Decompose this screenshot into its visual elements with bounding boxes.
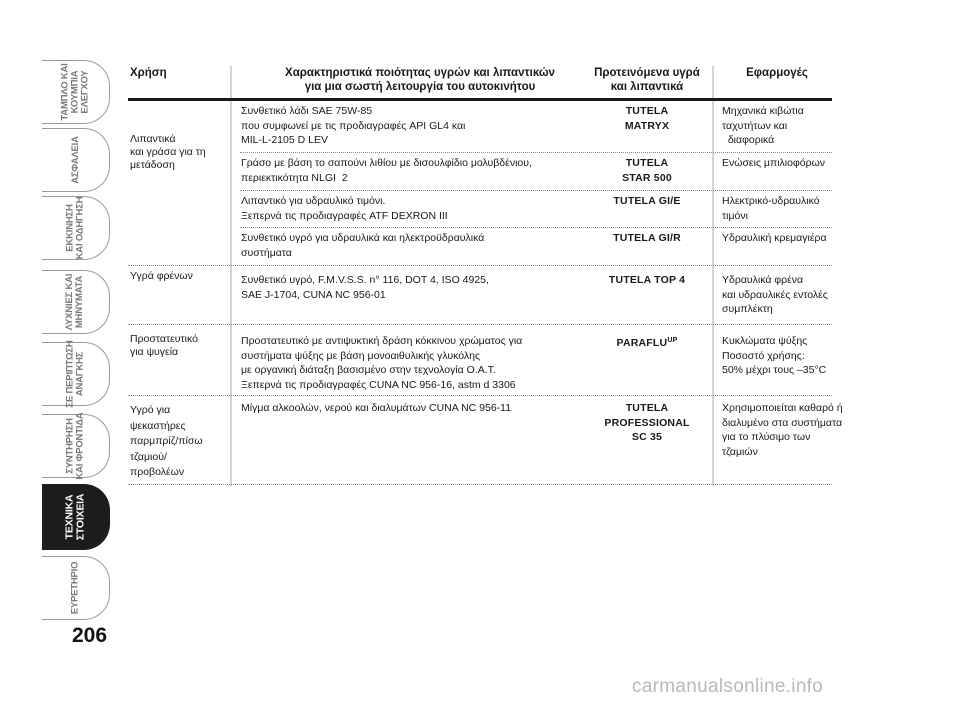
- header-characteristics-line1: Χαρακτηριστικά ποιότητας υγρών και λιπαντικών: [285, 67, 555, 79]
- group-divider: [128, 324, 832, 325]
- group-divider: [128, 265, 832, 266]
- tab-starting-driving[interactable]: [42, 196, 110, 260]
- row-product: TUTELA GI/R: [613, 232, 681, 244]
- row-product: TUTELA MATRYX: [624, 105, 670, 132]
- header-products: [572, 66, 722, 94]
- row-product: TUTELA STAR 500: [622, 157, 672, 184]
- tab-index[interactable]: [42, 556, 110, 620]
- row-product: TUTELA PROFESSIONAL SC 35: [604, 402, 690, 443]
- row-divider: [240, 190, 832, 191]
- row-product: TUTELA GI/E: [613, 195, 681, 207]
- tab-label: ΑΣΦΑΛΕΙΑ: [69, 136, 81, 184]
- tab-technical-data[interactable]: [42, 484, 110, 550]
- header-applications: Εφαρμογές: [746, 67, 808, 79]
- row-application: Χρησιμοποιείται καθαρό ή διαλυμένο στα συστήματα για το πλύσιμο των τζαμιών: [722, 402, 843, 458]
- row-characteristics: Συνθετικό λάδι SAE 75W-85 που συμφωνεί με τις προδιαγραφές API GL4 και MIL-L-2105 D LEV: [241, 105, 466, 146]
- fluids-table: [128, 66, 843, 478]
- row-application: Κυκλώματα ψύξης Ποσοστό χρήσης: 50% μέχρι τους –35°C: [722, 335, 827, 376]
- group-brake-fluid: Υγρά φρένων: [130, 270, 193, 282]
- row-characteristics: Συνθετικό υγρό για υδραυλικά και ηλεκτροϋδραυλικά συστήματα: [241, 232, 485, 259]
- row-divider: [240, 227, 832, 228]
- row-characteristics: Συνθετικό υγρό, F.M.V.S.S. n° 116, DOT 4, ISO 4925, SAE J-1704, CUNA NC 956-01: [241, 274, 489, 301]
- tab-label: ΛΥΧΝΙΕΣ ΚΑΙ ΜΗΝΥΜΑΤΑ: [64, 273, 86, 331]
- header-rule: [128, 98, 832, 101]
- watermark: carmanualsonline.info: [632, 676, 824, 697]
- group-transmission: Λιπαντικά και γράσα για τη μετάδοση: [130, 133, 206, 171]
- row-application: Μηχανικά κιβώτια ταχυτήτων και διαφορικά: [722, 105, 804, 146]
- row-characteristics: Προστατευτικό με αντιψυκτική δράση κόκκινου χρώματος για συστήματα ψύξης με βάση μονοαιθυλικής γλυκόλης με οργανική διάταξη βασισμένο στην τεχνολογία O.A.T. Ξεπερνά τις προδιαγραφές CUNA NC 956-16, astm d 3306: [241, 335, 523, 391]
- table-bottom-rule: [128, 484, 832, 485]
- header-characteristics-line2: για μια σωστή λειτουργία του αυτοκινήτου: [304, 81, 536, 93]
- tab-safety[interactable]: [42, 128, 110, 192]
- row-characteristics: Μίγμα αλκοολών, νερού και διαλυμάτων CUNA NC 956-11: [241, 402, 512, 414]
- tab-maintenance[interactable]: [42, 414, 110, 478]
- tab-label: ΣΕ ΠΕΡΙΠΤΩΣΗ ΑΝΑΓΚΗΣ: [64, 340, 86, 408]
- row-divider: [240, 152, 832, 153]
- header-use: Χρήση: [130, 67, 167, 79]
- tab-controls[interactable]: [42, 60, 110, 124]
- group-divider: [128, 395, 832, 396]
- page-number: 206: [72, 624, 108, 647]
- tab-label: ΤΑΜΠΛΟ ΚΑΙ ΚΟΥΜΠΙΑ ΕΛΕΓΧΟΥ: [59, 63, 91, 121]
- row-application: Υδραυλική κρεμαγιέρα: [722, 232, 827, 244]
- product-superscript: UP: [667, 337, 678, 344]
- tab-label: ΤΕΧΝΙΚΑ ΣΤΟΙΧΕΙΑ: [63, 493, 87, 541]
- tab-label: ΕΚΚΙΝΗΣΗ ΚΑΙ ΟΔΗΓΗΣΗ: [64, 196, 86, 260]
- group-washer-fluid: Υγρό για ψεκαστήρες παρμπρίζ/πίσω τζαμιού/ προβολέων: [130, 404, 203, 478]
- column-separator: [712, 66, 714, 486]
- header-characteristics: [240, 66, 600, 94]
- row-characteristics: Γράσο με βάση το σαπούνι λιθίου με δισουλφίδιο μολυβδένιου, περιεκτικότητα NLGI 2: [241, 157, 532, 184]
- row-product: [584, 334, 710, 351]
- table-header: [128, 66, 832, 98]
- tab-label: ΕΥΡΕΤΗΡΙΟ: [69, 561, 81, 615]
- row-characteristics: Λιπαντικό για υδραυλικό τιμόνι. Ξεπερνά τις προδιαγραφές ATF DEXRON III: [241, 195, 448, 222]
- row-application: Υδραυλικά φρένα και υδραυλικές εντολές συμπλέκτη: [722, 274, 828, 315]
- header-products-line2: και λιπαντικά: [610, 81, 684, 93]
- tab-emergency[interactable]: [42, 342, 110, 406]
- row-application: Ηλεκτρικό-υδραυλικό τιμόνι: [722, 195, 820, 222]
- row-product: TUTELA TOP 4: [608, 274, 686, 286]
- product-name: PARAFLU: [616, 337, 668, 349]
- tab-warning-lights[interactable]: [42, 270, 110, 334]
- column-separator: [230, 66, 232, 486]
- row-application: Ενώσεις μπιλιοφόρων: [722, 157, 826, 169]
- header-products-line1: Προτεινόμενα υγρά: [594, 67, 700, 79]
- tab-label: ΣΥΝΤΗΡΗΣΗ ΚΑΙ ΦΡΟΝΤΙΔΑ: [64, 412, 86, 480]
- group-coolant: Προστατευτικό για ψυγεία: [130, 333, 198, 358]
